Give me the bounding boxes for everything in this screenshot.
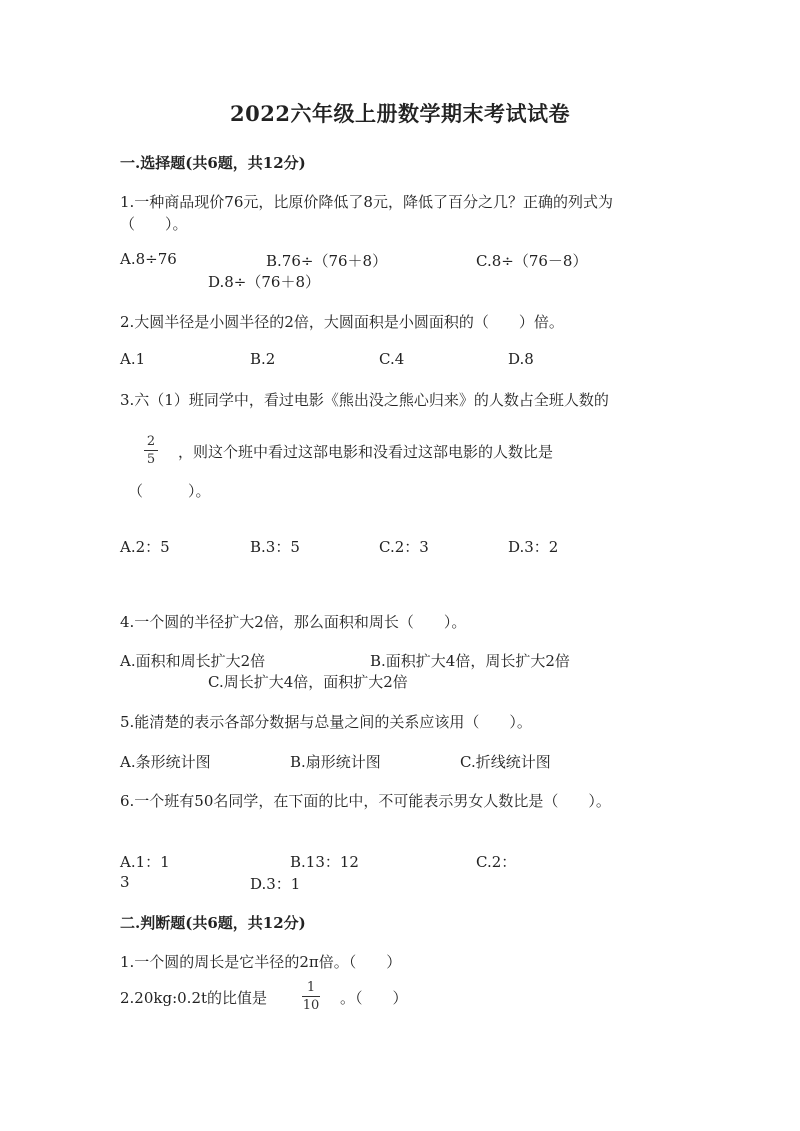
- question-3-option-c: C.2：3: [379, 538, 429, 556]
- fraction-bar: [302, 996, 320, 997]
- fraction-numerator: 1: [306, 980, 316, 995]
- judgment-2-text: 2.20kg:0.2t的比值是: [120, 989, 268, 1007]
- fraction-numerator: 2: [146, 434, 156, 449]
- question-1-blank: （ ）。: [120, 215, 188, 233]
- question-2-option-d: D.8: [508, 350, 534, 368]
- question-3-option-b: B.3：5: [250, 538, 300, 556]
- question-3-text: 3.六（1）班同学中，看过电影《熊出没之熊心归来》的人数占全班人数的: [120, 391, 609, 409]
- question-3-option-d: D.3：2: [508, 538, 559, 556]
- question-6-option-b: B.13：12: [290, 853, 359, 871]
- question-2-option-b: B.2: [250, 350, 276, 368]
- question-4-option-c: C.周长扩大4倍，面积扩大2倍: [208, 673, 408, 691]
- page-title: 2022六年级上册数学期末考试试卷: [230, 101, 570, 126]
- question-2-option-a: A.1: [120, 350, 146, 368]
- fraction-bar: [144, 450, 158, 451]
- question-5-text: 5.能清楚的表示各部分数据与总量之间的关系应该用（ ）。: [120, 713, 532, 731]
- question-4-option-b: B.面积扩大4倍，周长扩大2倍: [370, 652, 570, 670]
- question-1-option-d: D.8÷（76＋8）: [208, 273, 321, 291]
- question-1-option-c: C.8÷（76－8）: [476, 252, 588, 270]
- judgment-1-text: 1.一个圆的周长是它半径的2π倍。（ ）: [120, 953, 402, 971]
- question-2-option-c: C.4: [379, 350, 405, 368]
- question-6-text: 6.一个班有50名同学，在下面的比中，不可能表示男女人数比是（ ）。: [120, 792, 611, 810]
- question-5-option-a: A.条形统计图: [120, 753, 211, 771]
- question-1-option-a: A.8÷76: [120, 250, 177, 268]
- judgment-2-tail: 。（ ）: [340, 989, 408, 1007]
- fraction-denominator: 5: [146, 452, 156, 467]
- question-2-text: 2.大圆半径是小圆半径的2倍，大圆面积是小圆面积的（ ）倍。: [120, 313, 564, 331]
- question-4-text: 4.一个圆的半径扩大2倍，那么面积和周长（ ）。: [120, 613, 467, 631]
- judgment-2-fraction: [302, 981, 320, 1012]
- question-3-option-a: A.2：5: [120, 538, 170, 556]
- section-heading-judgment: 二.判断题(共6题，共12分): [120, 914, 306, 932]
- question-5-option-b: B.扇形统计图: [290, 753, 381, 771]
- fraction-denominator: 10: [302, 998, 320, 1013]
- question-6-option-d: D.3：1: [250, 875, 301, 893]
- question-6-option-a: A.1：1: [120, 853, 170, 871]
- question-4-option-a: A.面积和周长扩大2倍: [120, 652, 266, 670]
- question-1-text: 1.一种商品现价76元，比原价降低了8元，降低了百分之几？正确的列式为: [120, 193, 613, 211]
- question-3-fraction: [144, 435, 158, 466]
- question-5-option-c: C.折线统计图: [460, 753, 551, 771]
- question-6-option-c: C.2：: [476, 853, 517, 871]
- question-3-text-continued: ，则这个班中看过这部电影和没看过这部电影的人数比是: [178, 443, 554, 461]
- section-heading-choice: 一.选择题(共6题，共12分): [120, 154, 306, 172]
- question-1-option-b: B.76÷（76＋8）: [266, 252, 388, 270]
- question-3-blank: （ ）。: [128, 482, 211, 500]
- question-6-option-c-continued: 3: [120, 873, 130, 891]
